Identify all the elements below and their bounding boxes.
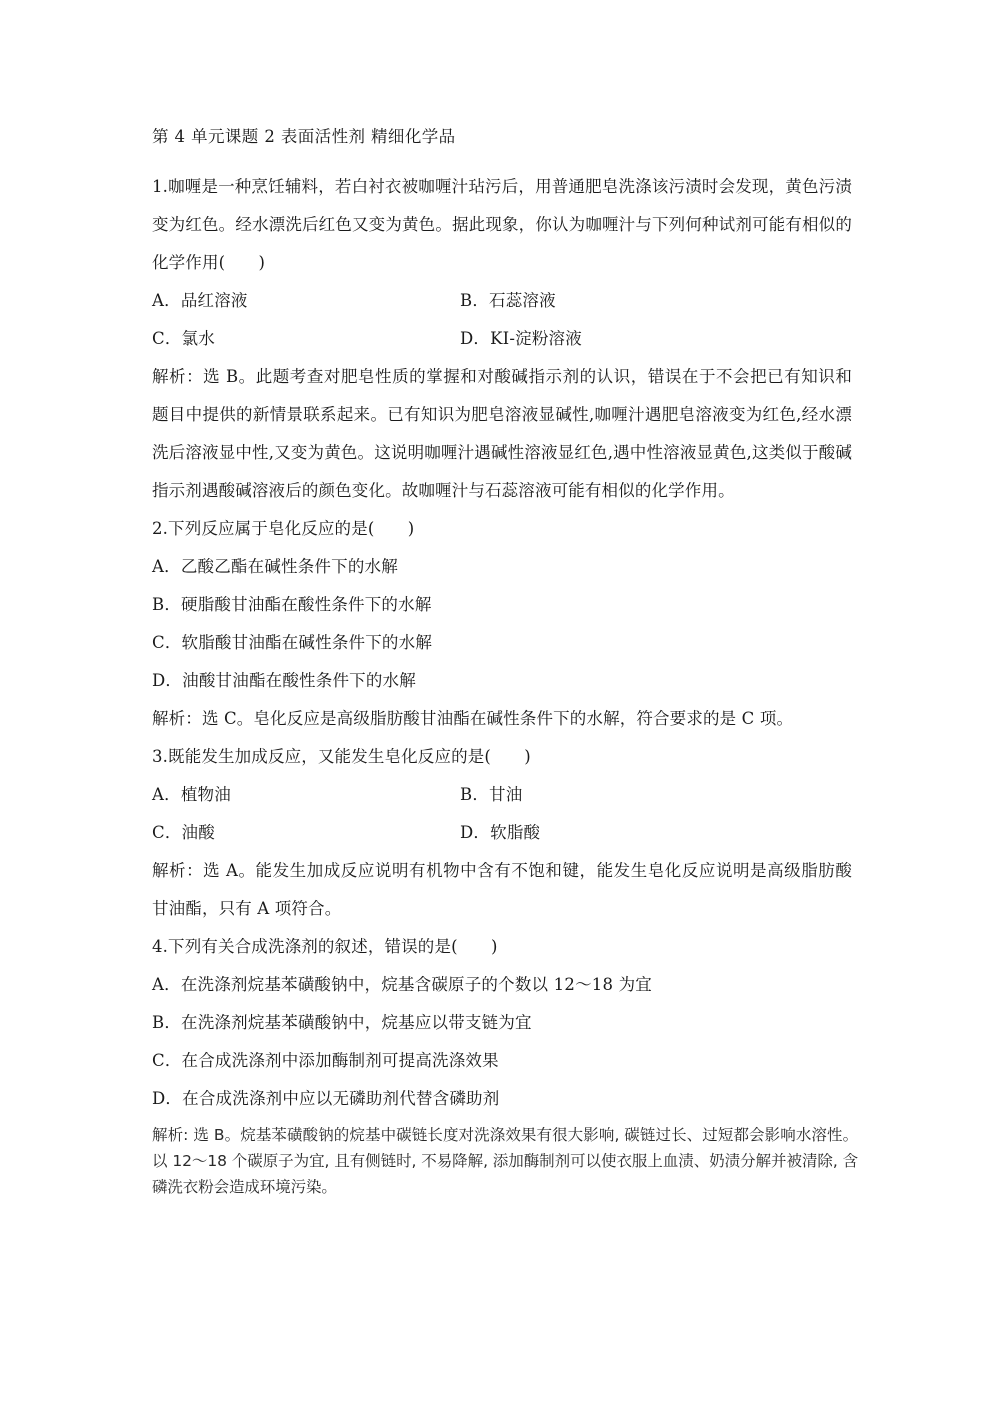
option-letter: B． bbox=[460, 785, 490, 804]
option-3-b[interactable] bbox=[460, 776, 852, 814]
option-letter: A． bbox=[152, 557, 181, 576]
option-letter: C． bbox=[152, 1051, 182, 1070]
option-text: 油酸甘油酯在酸性条件下的水解 bbox=[182, 671, 416, 690]
option-text: 油酸 bbox=[181, 823, 215, 842]
option-letter: D． bbox=[460, 329, 491, 348]
option-text: 在合成洗涤剂中应以无磷助剂代替含磷助剂 bbox=[182, 1089, 500, 1108]
option-text: 硬脂酸甘油酯在酸性条件下的水解 bbox=[181, 595, 432, 614]
option-letter: A． bbox=[152, 975, 181, 994]
option-1-a[interactable] bbox=[152, 282, 460, 320]
option-letter: D． bbox=[152, 671, 183, 690]
option-text: 植物油 bbox=[180, 785, 231, 804]
option-2-c[interactable] bbox=[152, 624, 852, 662]
option-text: 在洗涤剂烷基苯磺酸钠中，烷基应以带支链为宜 bbox=[181, 1013, 532, 1032]
option-text: 乙酸乙酯在碱性条件下的水解 bbox=[180, 557, 398, 576]
option-letter: C． bbox=[152, 633, 182, 652]
option-4-c[interactable] bbox=[152, 1042, 852, 1080]
option-row-3-cd bbox=[152, 814, 852, 852]
option-text: 品红溶液 bbox=[180, 291, 248, 310]
option-letter: A． bbox=[152, 291, 181, 310]
option-1-b[interactable] bbox=[460, 282, 852, 320]
option-row-1-ab bbox=[152, 282, 852, 320]
option-4-b[interactable] bbox=[152, 1004, 852, 1042]
option-text: 甘油 bbox=[489, 785, 523, 804]
option-text: 在洗涤剂烷基苯磺酸钠中，烷基含碳原子的个数以 12～18 为宜 bbox=[180, 975, 653, 994]
question-stem-1: 1.咖喱是一种烹饪辅料，若白衬衣被咖喱汁玷污后，用普通肥皂洗涤该污渍时会发现，黄色污渍变为红色。经水漂洗后红色又变为黄色。据此现象，你认为咖喱汁与下列何种试剂可能有相似的化学作用( ) bbox=[152, 177, 852, 272]
option-1-c[interactable] bbox=[152, 320, 460, 358]
option-text: 石蕊溶液 bbox=[489, 291, 556, 310]
option-text: 软脂酸 bbox=[490, 823, 541, 842]
question-stem-2: 2.下列反应属于皂化反应的是( ) bbox=[152, 519, 415, 538]
option-letter: D． bbox=[460, 823, 491, 842]
page-title: 第 4 单元课题 2 表面活性剂 精细化学品 bbox=[152, 127, 456, 146]
option-3-c[interactable] bbox=[152, 814, 460, 852]
option-letter: B． bbox=[460, 291, 490, 310]
option-text: KI-淀粉溶液 bbox=[490, 329, 582, 348]
option-text: 在合成洗涤剂中添加酶制剂可提高洗涤效果 bbox=[181, 1051, 499, 1070]
option-row-3-ab bbox=[152, 776, 852, 814]
option-letter: C． bbox=[152, 329, 182, 348]
explanation-1: 解析：选 B。此题考查对肥皂性质的掌握和对酸碱指示剂的认识，错误在于不会把已有知识和题目中提供的新情景联系起来。已有知识为肥皂溶液显碱性,咖喱汁遇肥皂溶液变为红色,经水漂洗后溶液显中性,又变为黄色。这说明咖喱汁遇碱性溶液显红色,遇中性溶液显黄色,这类似于酸碱指示剂遇酸碱溶液后的颜色变化。故咖喱汁与石蕊溶液可能有相似的化学作用。 bbox=[152, 367, 852, 500]
option-text: 氯水 bbox=[181, 329, 215, 348]
option-letter: A． bbox=[152, 785, 181, 804]
option-row-1-cd bbox=[152, 320, 852, 358]
explanation-2: 解析：选 C。皂化反应是高级脂肪酸甘油酯在碱性条件下的水解，符合要求的是 C 项。 bbox=[152, 709, 794, 728]
option-text: 软脂酸甘油酯在碱性条件下的水解 bbox=[181, 633, 433, 652]
option-4-d[interactable] bbox=[152, 1080, 852, 1118]
explanation-3: 解析：选 A。能发生加成反应说明有机物中含有不饱和键，能发生皂化反应说明是高级脂肪酸甘油酯，只有 A 项符合。 bbox=[152, 861, 852, 918]
document-page bbox=[152, 0, 858, 1200]
option-4-a[interactable] bbox=[152, 966, 852, 1004]
question-stem-4: 4.下列有关合成洗涤剂的叙述，错误的是( ) bbox=[152, 937, 498, 956]
explanation-4: 解析: 选 B。烷基苯磺酸钠的烷基中碳链长度对洗涤效果有很大影响, 碳链过长、过短都会影响水溶性。以 12～18 个碳原子为宜, 且有侧链时, 不易降解, 添加酶制剂可以使衣服上血渍、奶渍分解并被清除, 含磷洗衣粉会造成环境污染。 bbox=[152, 1126, 858, 1196]
option-2-b[interactable] bbox=[152, 586, 852, 624]
option-1-d[interactable] bbox=[460, 320, 852, 358]
option-letter: D． bbox=[152, 1089, 183, 1108]
option-letter: C． bbox=[152, 823, 182, 842]
option-letter: B． bbox=[152, 595, 182, 614]
option-2-d[interactable] bbox=[152, 662, 852, 700]
question-stem-3: 3.既能发生加成反应，又能发生皂化反应的是( ) bbox=[152, 747, 531, 766]
option-letter: B． bbox=[152, 1013, 182, 1032]
option-3-a[interactable] bbox=[152, 776, 460, 814]
option-2-a[interactable] bbox=[152, 548, 852, 586]
option-3-d[interactable] bbox=[460, 814, 852, 852]
